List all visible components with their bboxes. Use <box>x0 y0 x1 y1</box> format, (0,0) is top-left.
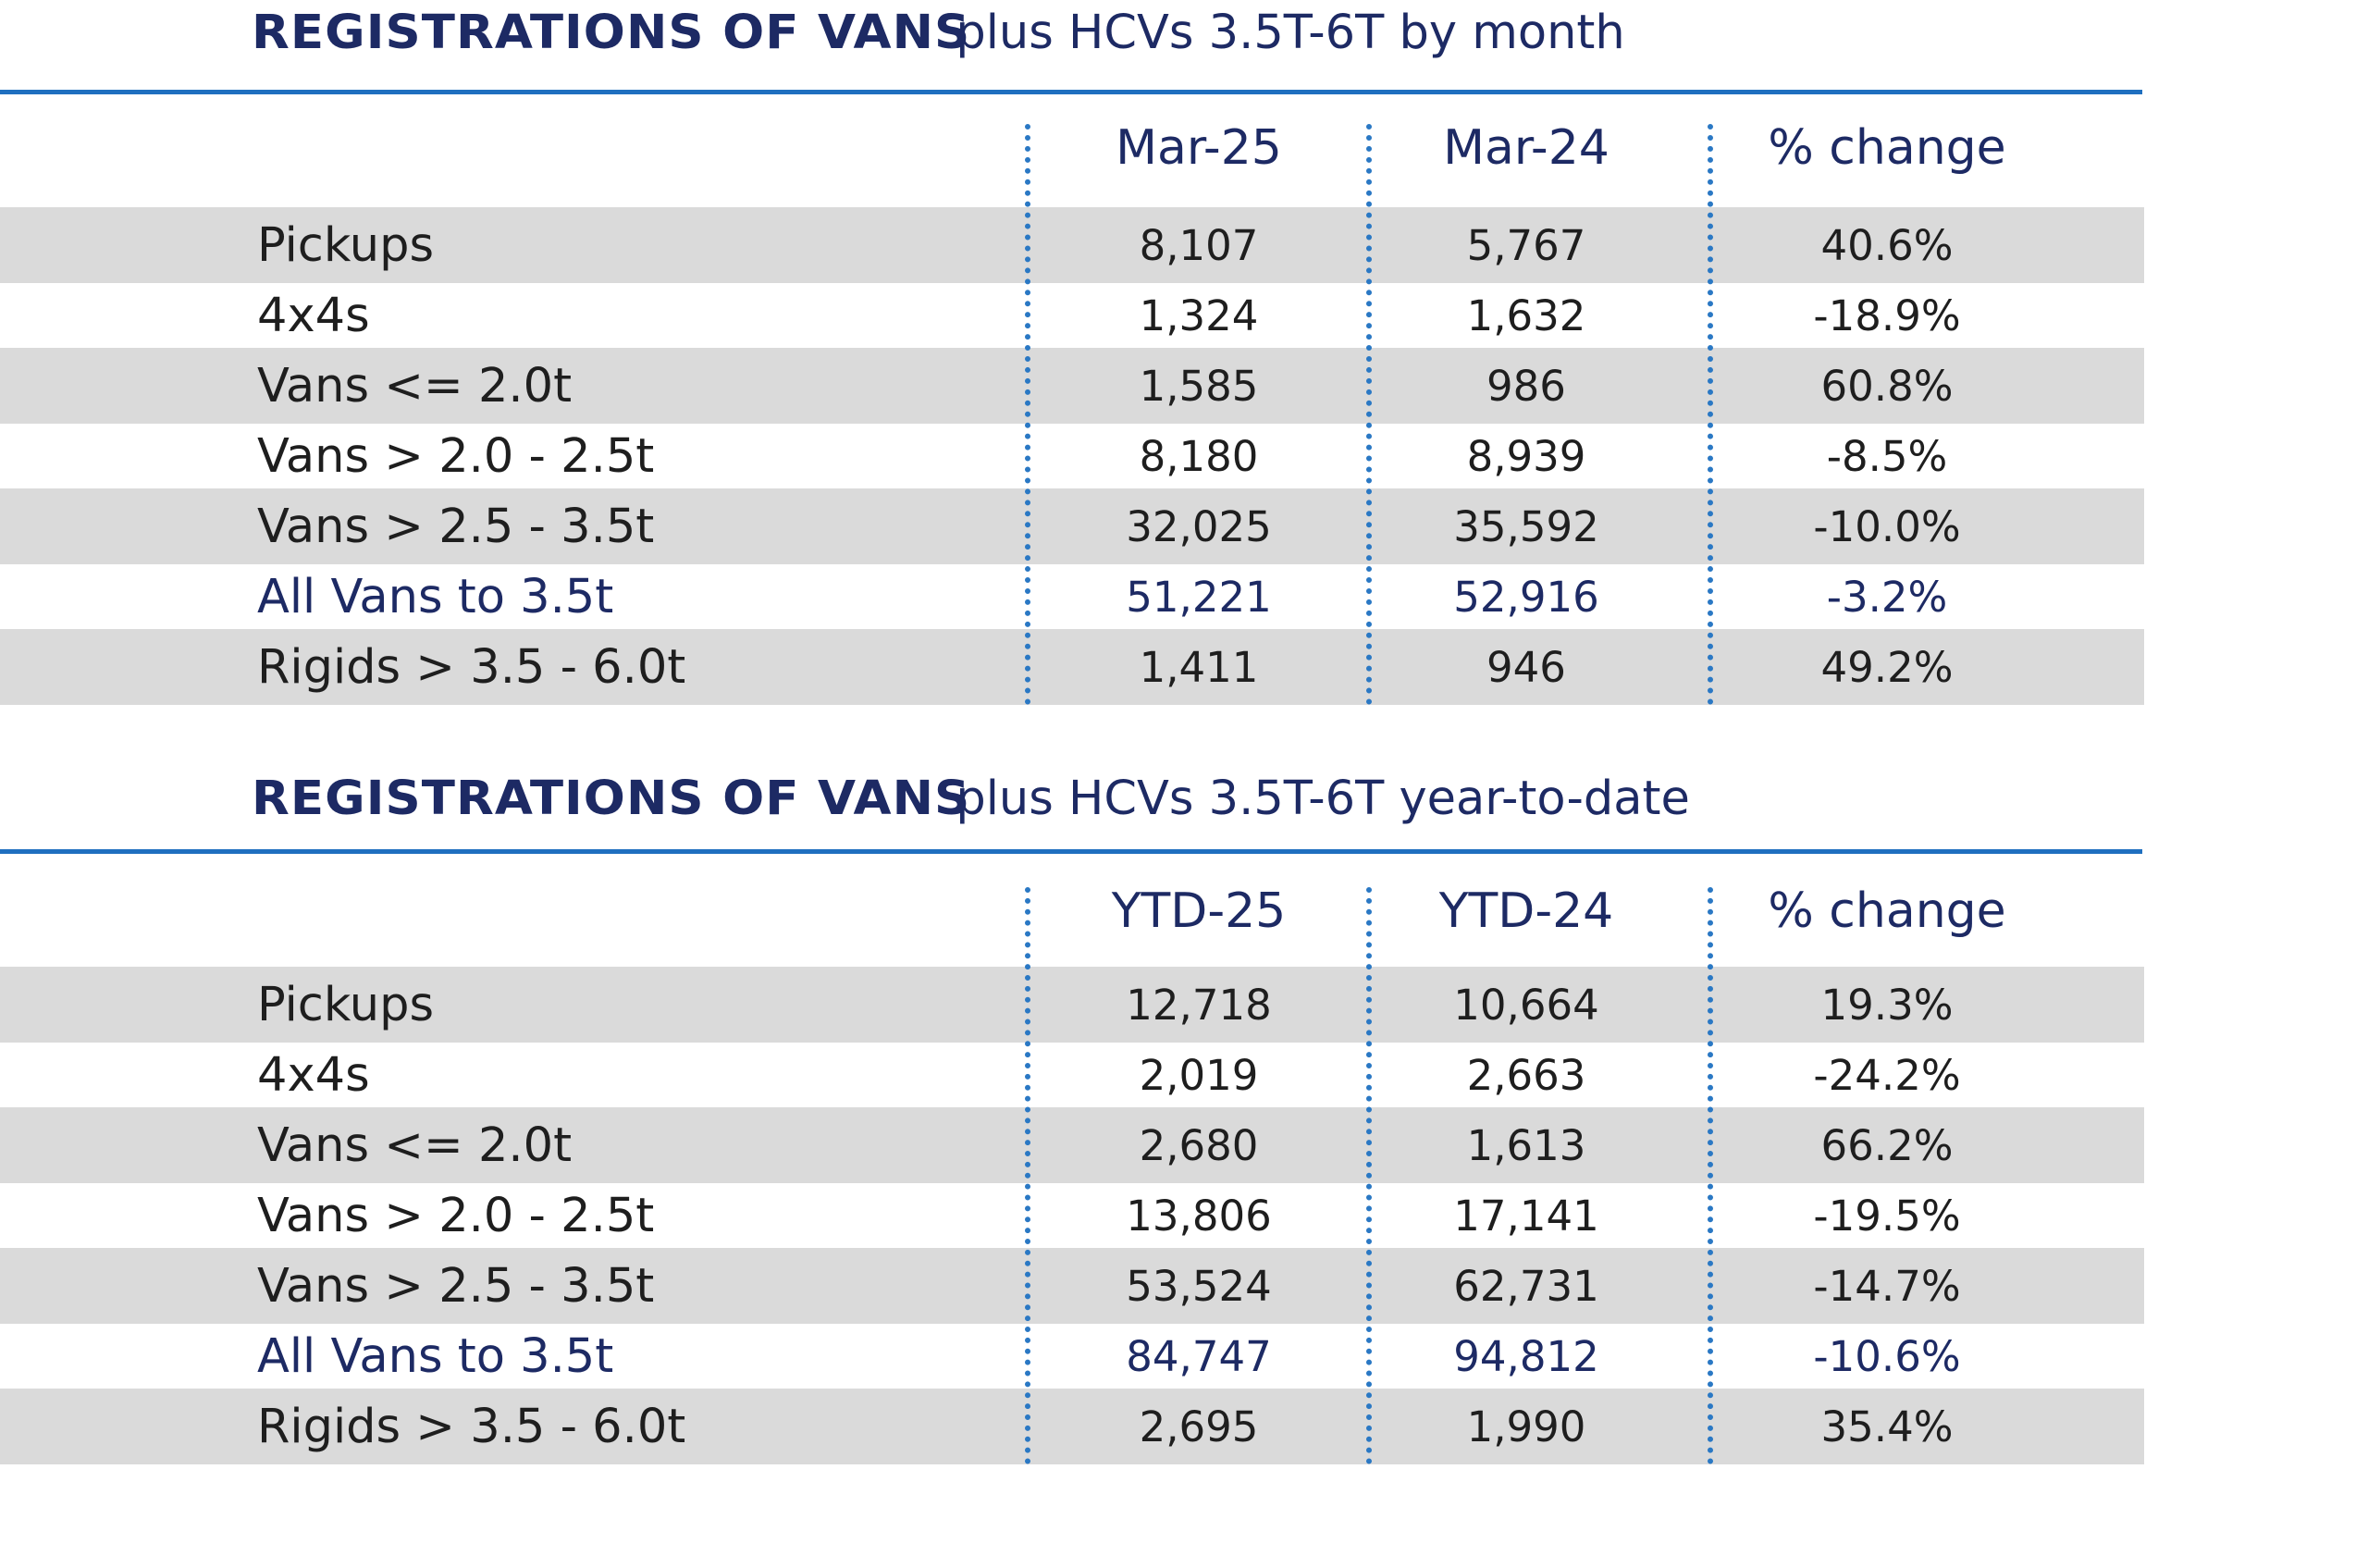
row-label: Rigids > 3.5 - 6.0t <box>257 639 686 695</box>
table-row <box>0 1183 2144 1248</box>
title-light: plus HCVs 3.5T-6T by month <box>956 6 1625 60</box>
row-value: 5,767 <box>1466 220 1586 270</box>
row-label: Rigids > 3.5 - 6.0t <box>257 1399 686 1454</box>
row-value: 32,025 <box>1126 501 1272 551</box>
table-row <box>0 1248 2144 1324</box>
row-value: 986 <box>1486 361 1566 411</box>
title-bold: REGISTRATIONS OF VANS <box>252 6 971 60</box>
row-value: 1,411 <box>1139 642 1259 692</box>
title-rule <box>0 849 2142 854</box>
row-label: Pickups <box>257 217 435 273</box>
row-value: -14.7% <box>1813 1261 1961 1311</box>
column-header: YTD-24 <box>1438 883 1614 939</box>
row-value: 60.8% <box>1820 361 1954 411</box>
row-value: 8,107 <box>1139 220 1259 270</box>
row-value: 51,221 <box>1126 572 1272 622</box>
row-label: Vans > 2.5 - 3.5t <box>257 1258 655 1314</box>
row-label: Pickups <box>257 977 435 1032</box>
row-value: 19.3% <box>1820 980 1954 1030</box>
row-value: 13,806 <box>1126 1191 1272 1241</box>
column-divider <box>1366 887 1372 1464</box>
title-bold: REGISTRATIONS OF VANS <box>252 772 971 826</box>
row-value: -3.2% <box>1826 572 1948 622</box>
row-value: 40.6% <box>1820 220 1954 270</box>
table-row <box>0 1324 2144 1389</box>
row-value: 1,585 <box>1139 361 1259 411</box>
row-value: -19.5% <box>1813 1191 1961 1241</box>
column-header: % change <box>1768 883 2006 939</box>
row-value: 62,731 <box>1453 1261 1599 1311</box>
row-value: -10.6% <box>1813 1331 1961 1381</box>
row-value: 94,812 <box>1453 1331 1599 1381</box>
row-value: 8,939 <box>1466 431 1586 481</box>
column-header: % change <box>1768 120 2006 176</box>
row-value: 1,990 <box>1466 1401 1586 1451</box>
row-label: 4x4s <box>257 288 370 343</box>
row-value: -24.2% <box>1813 1050 1961 1100</box>
row-value: 1,613 <box>1466 1120 1586 1170</box>
table-title <box>252 772 1690 827</box>
table-row <box>0 1107 2144 1183</box>
row-label: Vans <= 2.0t <box>257 358 573 414</box>
row-value: 8,180 <box>1139 431 1259 481</box>
row-label: Vans <= 2.0t <box>257 1117 573 1173</box>
column-divider <box>1708 887 1713 1464</box>
row-value: 1,632 <box>1466 290 1586 340</box>
row-value: 84,747 <box>1126 1331 1272 1381</box>
row-value: 17,141 <box>1453 1191 1599 1241</box>
row-value: 35.4% <box>1820 1401 1954 1451</box>
column-divider <box>1025 887 1030 1464</box>
row-value: 52,916 <box>1453 572 1599 622</box>
row-label: All Vans to 3.5t <box>257 1328 614 1384</box>
title-light: plus HCVs 3.5T-6T year-to-date <box>956 772 1690 826</box>
row-value: 2,680 <box>1139 1120 1259 1170</box>
table-row <box>0 967 2144 1043</box>
row-value: 49.2% <box>1820 642 1954 692</box>
column-header: Mar-24 <box>1443 120 1610 176</box>
row-value: 2,019 <box>1139 1050 1259 1100</box>
row-value: 35,592 <box>1453 501 1599 551</box>
row-value: 66.2% <box>1820 1120 1954 1170</box>
row-value: 53,524 <box>1126 1261 1272 1311</box>
row-value: 10,664 <box>1453 980 1599 1030</box>
row-value: 2,695 <box>1139 1401 1259 1451</box>
row-value: 12,718 <box>1126 980 1272 1030</box>
row-label: Vans > 2.5 - 3.5t <box>257 499 655 554</box>
row-value: -10.0% <box>1813 501 1961 551</box>
column-header: Mar-25 <box>1116 120 1282 176</box>
table-row <box>0 1043 2144 1107</box>
row-label: All Vans to 3.5t <box>257 569 614 624</box>
table-row <box>0 1389 2144 1464</box>
row-value: -18.9% <box>1813 290 1961 340</box>
row-label: Vans > 2.0 - 2.5t <box>257 428 655 484</box>
row-value: 1,324 <box>1139 290 1259 340</box>
row-label: 4x4s <box>257 1047 370 1103</box>
row-value: 2,663 <box>1466 1050 1586 1100</box>
row-value: -8.5% <box>1826 431 1948 481</box>
row-value: 946 <box>1486 642 1566 692</box>
column-header: YTD-25 <box>1111 883 1287 939</box>
row-label: Vans > 2.0 - 2.5t <box>257 1188 655 1243</box>
